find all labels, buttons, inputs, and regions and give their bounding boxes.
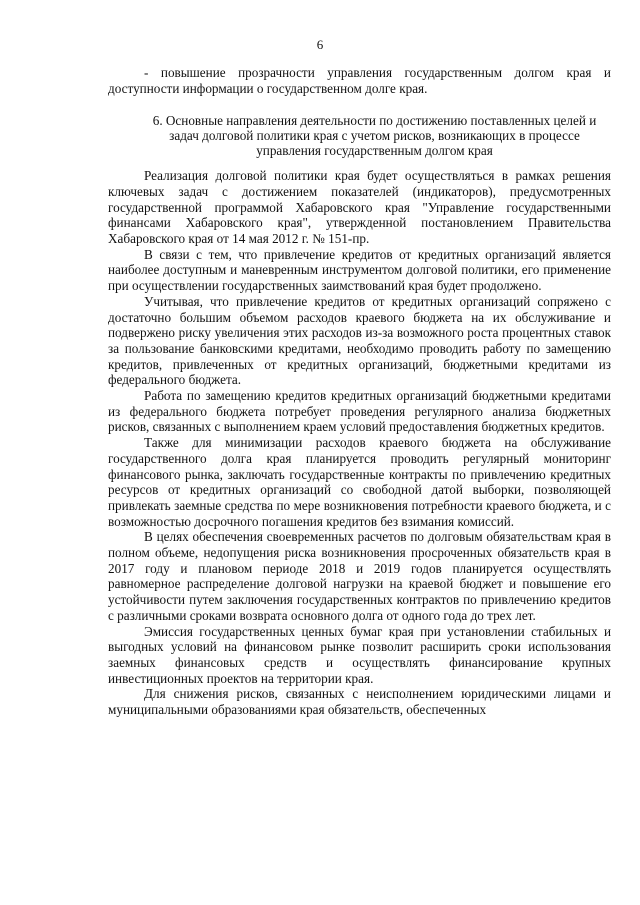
- paragraph-4: Работа по замещению кредитов кредитных организаций бюджетными кредитами из федерального бюджета потребует проведения регулярного анализа бюджетных рисков, связанных с выполнением краем условий предоставления бюджетных кредитов.: [108, 388, 611, 435]
- intro-paragraph: - повышение прозрачности управления государственным долгом края и доступности информации о государственном долге края.: [108, 65, 611, 96]
- paragraph-7: Эмиссия государственных ценных бумаг края при установлении стабильных и выгодных условий на финансовом рынке позволит расширить сроки использования заемных финансовых средств и осуществлять финансирование крупных инвестиционных проектов на территории края.: [108, 623, 611, 686]
- paragraph-1: Реализация долговой политики края будет осуществляться в рамках решения ключевых задач с достижением показателей (индикаторов), предусмотренных государственной программой Хабаровского края "Управление государственными финансами Хабаровского края", утвержденной постановлением Правительства Хабаровского края от 14 мая 2012 г. № 151-пр.: [108, 168, 611, 246]
- paragraph-3: Учитывая, что привлечение кредитов от кредитных организаций сопряжено с достаточно большим объемом расходов краевого бюджета на их обслуживание и подвержено риску увеличения этих расходов из-за возможного роста процентных ставок за пользование банковскими кредитами, необходимо проводить работу по замещению кредитов, привлеченных от кредитных организаций, бюджетными кредитами из федерального бюджета.: [108, 293, 611, 388]
- paragraph-8: Для снижения рисков, связанных с неисполнением юридическими лицами и муниципальными образованиями края обязательств, обеспеченных: [108, 686, 611, 718]
- document-body: [108, 65, 611, 718]
- page-number: 6: [316, 37, 324, 52]
- paragraph-2: В связи с тем, что привлечение кредитов от кредитных организаций является наиболее доступным и маневренным инструментом долговой политики, его применение при осуществлении государственных заимствований края будет продолжено.: [108, 246, 611, 294]
- paragraph-5: Также для минимизации расходов краевого бюджета на обслуживание государственного долга края планируется проводить регулярный мониторинг финансового рынка, заключать государственные контракты по привлечению кредитных ресурсов от кредитных организаций со свободной датой выборки, позволяющей привлекать заемные средства по мере возникновения потребности краевого бюджета, и с возможностью досрочного погашения кредитов без взимания комиссий.: [108, 435, 611, 529]
- paragraph-6: В целях обеспечения своевременных расчетов по долговым обязательствам края в полном объеме, недопущения риска возникновения просроченных обязательств края в 2017 году и плановом периоде 2018 и 2019 годов планируется осуществлять равномерное распределение долговой нагрузки на краевой бюджет и повышение его устойчивости путем заключения государственных контрактов по привлечению кредитов с различными сроками возврата основного долга от одного года до трех лет.: [108, 529, 611, 623]
- section-heading: 6. Основные направления деятельности по достижению поставленных целей и задач долговой политики края с учетом рисков, возникающих в процессе управления государственным долгом края: [152, 113, 597, 158]
